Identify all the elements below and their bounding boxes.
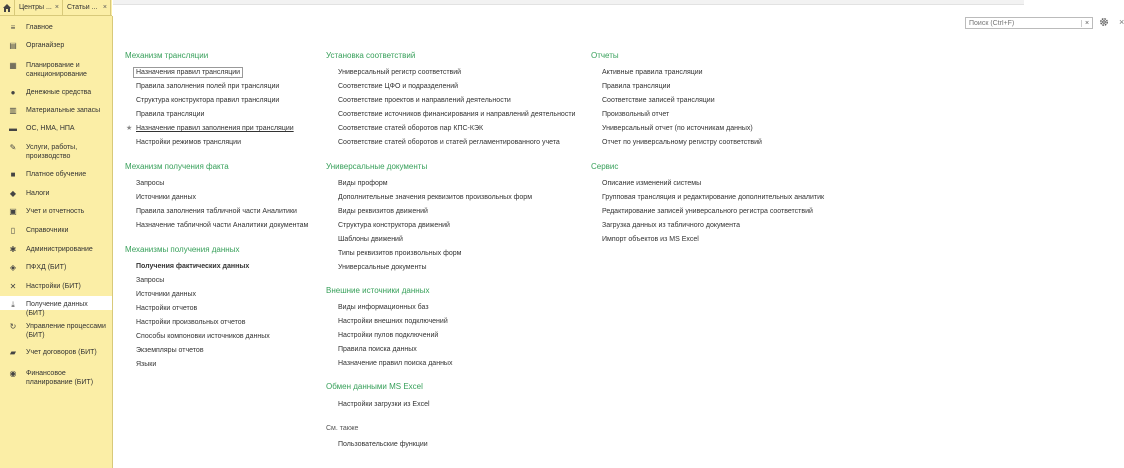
nav-link[interactable]: Правила трансляции (602, 83, 671, 90)
nav-link[interactable]: Экземпляры отчетов (136, 347, 204, 354)
nav-link[interactable]: Запросы (136, 180, 165, 187)
sidebar-item-label: Настройки (БИТ) (26, 283, 81, 290)
process-icon: ↻ (9, 321, 17, 331)
nav-link[interactable]: Универсальный регистр соответствий (338, 69, 462, 76)
sidebar-item-label: Получение данных (БИТ) (26, 301, 88, 317)
search-box[interactable] (965, 17, 1093, 29)
sidebar-item[interactable] (0, 188, 112, 198)
reports-icon: ▣ (9, 206, 17, 216)
section-title: Универсальные документы (326, 162, 428, 171)
clear-search-button[interactable]: × (1081, 20, 1092, 27)
money-icon: ● (10, 87, 16, 97)
sidebar-item-label: Финансовое планирование (БИТ) (26, 370, 94, 386)
nav-link[interactable]: Запросы (136, 277, 165, 284)
sidebar-item-label: Администрирование (26, 246, 93, 253)
sidebar-item[interactable] (0, 281, 112, 291)
sidebar-item-label: Органайзер (26, 42, 65, 49)
sidebar-item-label: ОС, НМА, НПА (26, 125, 75, 132)
nav-link[interactable]: Правила поиска данных (338, 346, 417, 353)
nav-link[interactable]: Настройки произвольных отчетов (136, 319, 246, 326)
nav-link[interactable]: Групповая трансляция и редактирование дополнительных аналитик (602, 194, 825, 201)
nav-link[interactable]: Виды информационных баз (338, 304, 429, 311)
nav-link[interactable]: Структура конструктора правил трансляции (136, 97, 280, 104)
sidebar-item[interactable] (0, 40, 112, 50)
sidebar-item[interactable] (0, 60, 112, 79)
home-tab[interactable] (0, 0, 15, 15)
close-icon[interactable]: × (54, 4, 59, 11)
sidebar-item-label: Планирование и санкционирование (26, 62, 87, 78)
nav-link[interactable]: Виды проформ (338, 180, 388, 187)
nav-link[interactable]: Настройки пулов подключений (338, 332, 439, 339)
services-icon: ✎ (9, 142, 17, 152)
sidebar-item-label: ПФХД (БИТ) (26, 264, 67, 271)
close-button[interactable]: × (1119, 17, 1124, 27)
section-title: Внешние источники данных (326, 286, 430, 295)
nav-link[interactable]: Источники данных (136, 194, 196, 201)
nav-link[interactable]: Импорт объектов из MS Excel (602, 236, 699, 243)
nav-link[interactable]: Виды реквизитов движений (338, 208, 428, 215)
sidebar-item[interactable] (0, 244, 112, 254)
sidebar-item[interactable] (0, 22, 112, 32)
nav-link[interactable]: Отчет по универсальному регистру соответствий (602, 139, 762, 146)
nav-link[interactable]: Настройки загрузки из Excel (338, 401, 430, 408)
gear-icon: ✱ (9, 244, 17, 254)
menu-icon: ≡ (10, 22, 16, 32)
nav-link[interactable]: Соответствие статей оборотов пар КПС-КЭК (338, 125, 484, 132)
nav-link[interactable]: Назначение правил поиска данных (338, 360, 453, 367)
sidebar-item-label: Учет договоров (БИТ) (26, 349, 97, 356)
nav-link[interactable]: Соответствие источников финансирования и направлений деятельности (338, 111, 576, 118)
sidebar-item[interactable] (0, 321, 112, 340)
see-also-label: См. также (326, 425, 359, 432)
nav-link[interactable]: Правила трансляции (136, 111, 205, 118)
nav-link[interactable]: Настройки отчетов (136, 305, 198, 312)
gear-icon[interactable] (1099, 17, 1109, 27)
sidebar-item-label: Денежные средства (26, 89, 92, 96)
section-title: Механизм трансляции (125, 51, 209, 60)
nav-link[interactable]: Настройки режимов трансляции (136, 139, 241, 146)
nav-link[interactable]: Способы компоновки источников данных (136, 333, 270, 340)
book-icon: ▯ (10, 225, 16, 235)
nav-link[interactable]: Назначение табличной части Аналитики документам (136, 222, 309, 229)
section-title: Установка соответствий (326, 51, 416, 60)
section-title: Отчеты (591, 51, 619, 60)
nav-link[interactable]: Правила заполнения полей при трансляции (136, 83, 280, 90)
tab-bar (0, 0, 112, 16)
nav-link[interactable]: Соответствие статей оборотов и статей регламентированного учета (338, 139, 560, 146)
sidebar-item[interactable] (0, 105, 112, 115)
tab-articles[interactable]: Статьи ... × (63, 0, 111, 15)
finance-icon: ◉ (9, 368, 17, 378)
nav-link[interactable]: Соответствие ЦФО и подразделений (338, 83, 459, 90)
nav-link[interactable]: Шаблоны движений (338, 236, 403, 243)
nav-link[interactable]: Активные правила трансляции (602, 69, 703, 76)
education-icon: ■ (10, 169, 16, 179)
nav-link[interactable]: Универсальный отчет (по источникам данных) (602, 125, 753, 132)
sidebar-item[interactable] (0, 142, 112, 161)
download-icon: ⤓ (11, 299, 15, 309)
section-title: Механизмы получения данных (125, 245, 240, 254)
nav-link[interactable]: Языки (136, 361, 157, 368)
sidebar-item-label: Платное обучение (26, 171, 87, 178)
sidebar-item-label: Налоги (26, 190, 50, 197)
contracts-icon: ▰ (9, 347, 17, 357)
nav-link[interactable]: Настройки внешних подключений (338, 318, 448, 325)
truck-icon: ▬ (9, 123, 17, 133)
sidebar-item-label: Справочники (26, 227, 69, 234)
main-panel (113, 5, 1124, 468)
sidebar-item[interactable] (0, 225, 112, 235)
sidebar-item[interactable] (0, 347, 112, 357)
sidebar-item[interactable] (0, 262, 112, 272)
nav-link[interactable]: Соответствие записей трансляции (602, 97, 715, 104)
star-icon[interactable]: ★ (126, 125, 133, 132)
section-title: Обмен данными MS Excel (326, 382, 423, 391)
nav-link[interactable]: Структура конструктора движений (338, 222, 450, 229)
sidebar-item[interactable] (0, 123, 112, 133)
section-title: Сервис (591, 162, 619, 171)
tools-icon: ✕ (9, 281, 17, 291)
sidebar-item-label: Материальные запасы (26, 107, 101, 114)
nav-link[interactable]: Редактирование записей универсального регистра соответствий (602, 208, 813, 215)
section-title: Механизм получения факта (125, 162, 229, 171)
organizer-icon: ▤ (9, 40, 17, 50)
sidebar-item[interactable] (0, 169, 112, 179)
nav-link[interactable]: Правила заполнения табличной части Аналитики (136, 208, 297, 215)
sidebar-item[interactable] (0, 206, 112, 216)
nav-link[interactable]: Получения фактических данных (136, 263, 250, 270)
nav-link[interactable]: Типы реквизитов произвольных форм (338, 250, 462, 257)
sidebar-item-label: Главное (26, 24, 53, 31)
sidebar-item-label: Управление процессами (БИТ) (26, 323, 106, 339)
home-icon (3, 4, 11, 12)
tab-centers[interactable]: Центры ... × (15, 0, 63, 15)
nav-link[interactable]: Источники данных (136, 291, 196, 298)
sidebar-item[interactable] (0, 87, 112, 97)
nav-link[interactable]: Назначения правил трансляции (133, 67, 243, 78)
nav-link[interactable]: Соответствие проектов и направлений деятельности (338, 97, 511, 104)
planning-icon: ▦ (9, 60, 17, 70)
pfhd-icon: ◈ (9, 262, 17, 272)
nav-link[interactable]: Пользовательские функции (338, 441, 428, 448)
nav-link[interactable]: Загрузка данных из табличного документа (602, 222, 740, 229)
sidebar-item[interactable] (0, 296, 112, 317)
sidebar-item[interactable] (0, 368, 112, 387)
taxes-icon: ◆ (9, 188, 17, 198)
close-icon[interactable]: × (102, 4, 107, 11)
nav-link[interactable]: Произвольный отчет (602, 111, 670, 118)
inventory-icon: ▥ (9, 105, 17, 115)
sidebar-item-label: Учет и отчетность (26, 208, 85, 215)
nav-link[interactable]: Описание изменений системы (602, 180, 702, 187)
search-input[interactable] (966, 20, 1081, 27)
sidebar (0, 16, 113, 468)
nav-link[interactable]: Назначение правил заполнения при трансляции (136, 125, 294, 132)
nav-link[interactable]: Универсальные документы (338, 264, 427, 271)
nav-link[interactable]: Дополнительные значения реквизитов произвольных форм (338, 194, 533, 201)
sidebar-item-label: Услуги, работы, производство (26, 144, 78, 160)
